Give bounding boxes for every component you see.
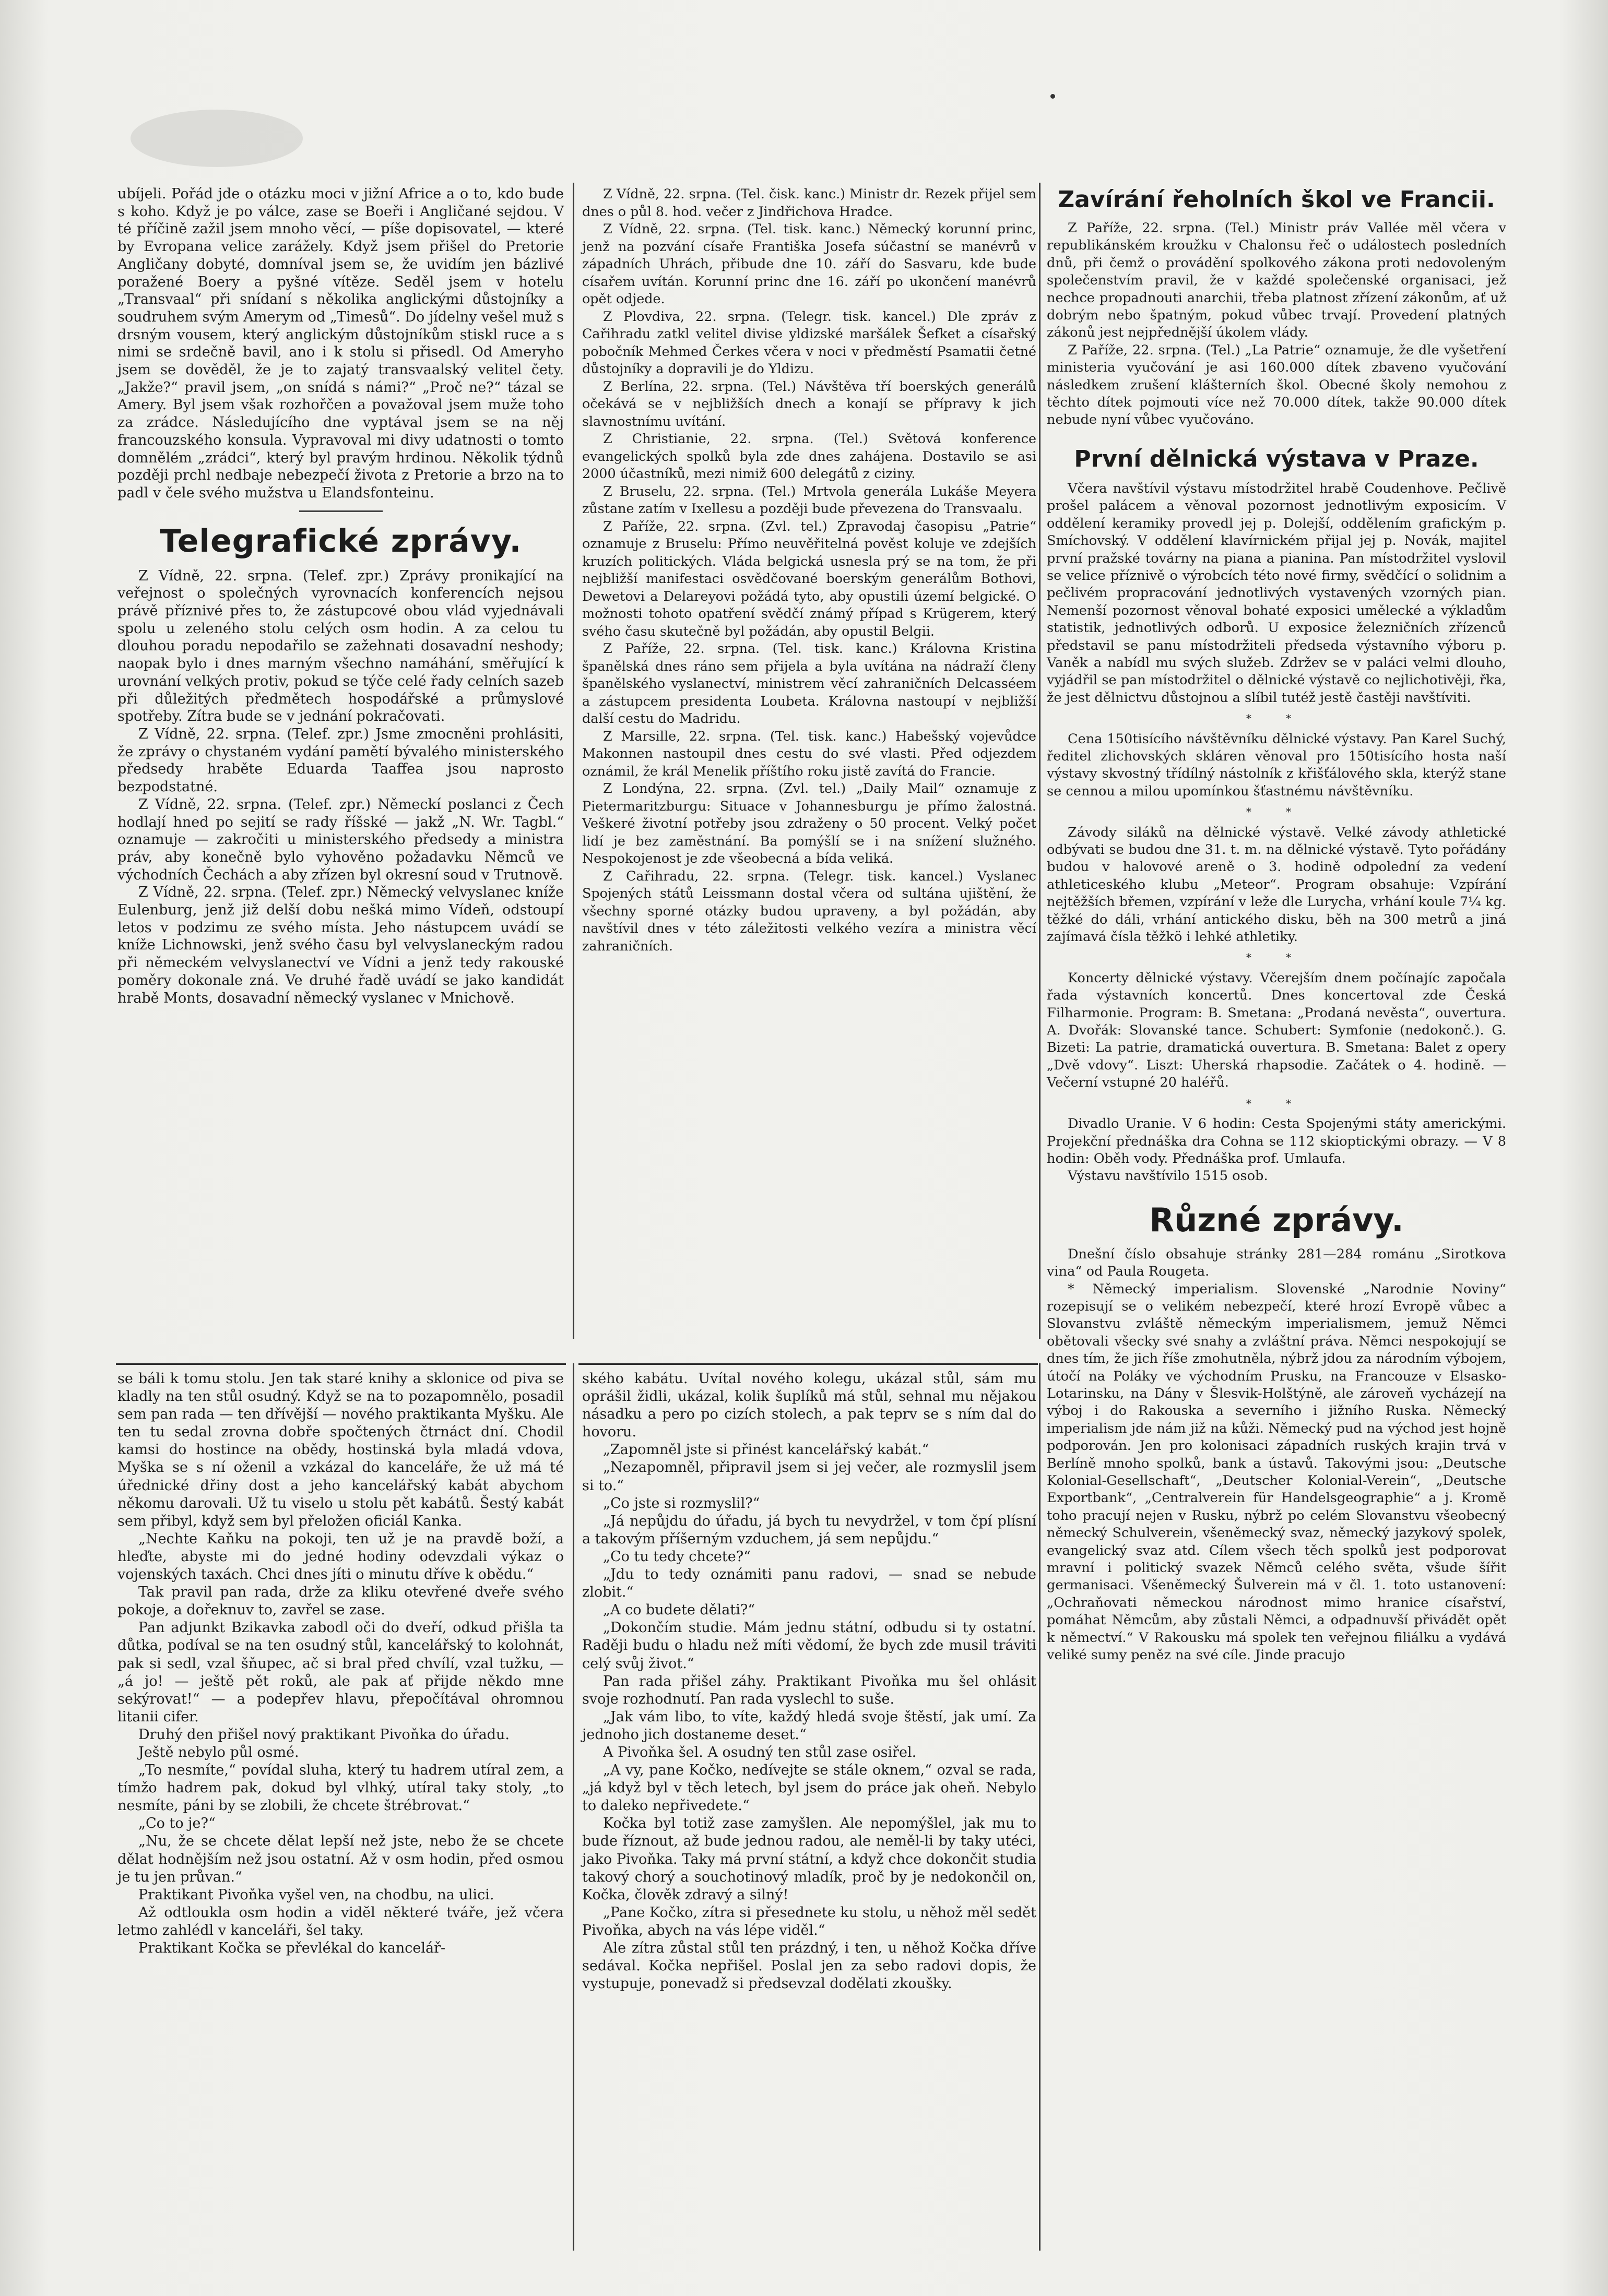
column-middle [582, 185, 1036, 955]
story-paragraph: se báli k tomu stolu. Jen tak staré knihy a sklonice od piva se kladly na ten stůl osudný. Když se na to pozapomnělo, posadil sem pan rada — ten dřívější — nového praktikanta Myšku. Ale ten tu sedal zrovna dobře spočtených čtrnáct dní. Chodil kamsi do hostince na obědy, hostinská byla mladá vdova, Myška se s ní oženil a vzkázal do kanceláře, že už má té úřednické dřiny dost a jeho kancelářský kabát abychom někomu darovali. Už tu viselo u stolu pět kabátů. Šestý kabát sem přibyl, když sem byl přeložen oficiál Kanka. [117, 1371, 564, 1529]
section-heading: Různé zprávy. [1149, 1200, 1404, 1239]
news-item: Z Vídně, 22. srpna. (Telef. zpr.) Německý velvyslanec kníže Eulenburg, jenž již delší dobu nešká mimo Vídeň, odstoupí letos v podzimu ze svého místa. Jeho nástupcem uvádí se kníže Lichnowski, jenž svého času byl velvyslaneckým radou při německém velvyslanectví ve Vídni a jenž tedy rakouské poměry dokonale zná. Ve druhé řadě uvádí se jako kandidát hrabě Monts, dosavadní německý vyslanec v Mnichově. [117, 884, 564, 1006]
news-item: Z Vídně, 22. srpna. (Tel. tisk. kanc.) Německý korunní princ, jenž na pozvání císaře Františka Josefa súčastní se manévrů v západních Uhrách, přibude dne 10. září do Sasvaru, kde bude císařem uvítán. Korunní princ dne 16. září po ukončení manévrů opět odjede. [582, 221, 1036, 306]
story-paragraph: „Co tu tedy chcete?“ [603, 1548, 751, 1565]
news-item: Divadlo Uranie. V 6 hodin: Cesta Spojenými státy americkými. Projekční přednáška dra Cohna se 112 skioptickými obrazy. — V 8 hodin: Oběh vody. Přednáška prof. Umlaufa. [1047, 1116, 1506, 1167]
section-heading: Telegrafické zprávy. [159, 522, 522, 560]
article-text: ubíjeli. Pořád jde o otázku moci v jižní Africe a o to, kdo bude s koho. Když je po válce, zase se Boeři i Angličané sejdou. V té příčině zažil jsem mnoho věcí, — píše dopisovatel, — které by Evropana velice zarážely. Když jsem přišel do Pretorie Angličany dobyté, domníval jsem se, že uvidím jen bázlivé poražené Boery a pyšné vítěze. Seděl jsem v hotelu „Transvaal“ při snídaní s několika anglickými důstojníky a soudruhem svým Amerym od „Timesů“. Do jídelny vešel muž s drsným vousem, který anglickým důstojníkům stiskl ruce a s nimi se srdečně bavil, ano i k stolu si přisedl. Od Ameryho jsem se dověděl, že je to zajatý transvaalský velitel čety. „Jakže?“ pravil jsem, „on snídá s námi?“ „Proč ne?“ tázal se Amery. Byl jsem však rozhořčen a považoval jsem muže toho za zrádce. Následujícího dne vyptával jsem se na něj francouzského konsula. Vypravoval mi divy udatnosti o tomto domnělém „zrádci“, který byl pravým hrdinou. Několik týdnů později prchl nedbaje nebezpečí života z Pretorie a brzo na to padl v čele svého mužstva u Elandsfonteinu. [117, 186, 564, 501]
news-item: Z Londýna, 22. srpna. (Zvl. tel.) „Daily Mail“ oznamuje z Pietermaritzburgu: Situace v Johannesburgu je přímo žalostná. Veškeré životní potřeby jsou zdraženy o 50 procent. Velký počet lidí je bez zaměstnání. Ba pomýšlí se i na snížení služného. Nespokojenost je zde všeobecná a bída veliká. [582, 780, 1036, 866]
story-paragraph: „A co budete dělati?“ [603, 1602, 755, 1619]
story-paragraph: „Pane Kočko, zítra si přesednete ku stolu, u něhož měl sedět Pivoňka, abych na vás lépe viděl.“ [582, 1904, 1036, 1938]
news-item: Z Vídně, 22. srpna. (Telef. zpr.) Německí poslanci z Čech hodlají hned po sejití se rady říšské — jakž „N. Wr. Tagbl.“ oznamuje — zakročiti u ministerského předsedy a ministra práv, aby konečně bylo vyhověno požadavku Němců ve východních Čechách a aby zřízen byl okresní soud v Trutnově. [117, 796, 564, 883]
story-paragraph: „Co jste si rozmyslil?“ [603, 1495, 760, 1512]
ink-speck [1050, 94, 1055, 99]
story-paragraph: Praktikant Kočka se převlékal do kancelář- [138, 1940, 446, 1956]
bottom-column-rule [573, 1363, 574, 2251]
section-rule-middle [578, 1363, 1038, 1365]
news-item: Z Paříže, 22. srpna. (Tel.) Ministr práv Vallée měl včera v republikánském kroužku v Chalonsu řeč o událostech posledních dnů, při čemž o provádění spolkového zákona proti nedovoleným společenstvím pravil, že v každé společenské organisaci, jež nechce propadnouti anarchii, třeba platnost zřízení zákonům, ať už dobrým nebo špatným, pokud vůbec trvají. Provedení platných zákonů jest nejpřednější úkolem vlády. [1047, 220, 1506, 341]
story-paragraph: „Dokončím studie. Mám jednu státní, odbudu si ty ostatní. Raději budu o hladu než míti vědomí, že bych zde musil tráviti celý svůj život.“ [582, 1620, 1036, 1672]
separator-stars: * * [1246, 1097, 1307, 1110]
story-paragraph: Ještě nebylo půl osmé. [138, 1744, 299, 1760]
news-item: * Německý imperialism. Slovenské „Narodnie Noviny“ rozepisují se o velikém nebezpečí, které hrozí Evropě vůbec a Slovanstvu zvláště německým imperialismem, jemuž Němci obětovali všecky své snahy a zvláštní práva. Němci nespokojují se dnes tím, že jich říše zmohutněla, nýbrž jdou za národním výbojem, útočí na Poláky ve východním Prusku, na Francouze v Elsasko-Lotarinsku, na Dány v Šlesvik-Holštýně, ale zároveň vycházejí na výboj i do Rakouska a severního i jižního Ruska. Německý imperialism jde nám již na kůži. Německý pud na východ jest hojně podporován. Jen pro kolonisaci západních ruských krajin trvá v Berlíně mnoho spolků, bank a ústavů. Takovými jsou: „Deutsche Kolonial-Gesellschaft“, „Deutscher Kolonial-Verein“, „Deutsche Exportbank“, „Centralverein für Handelsgeographie“ a j. Kromě toho pracují nejen v Rusku, nýbrž po celém Slovanstvu všeobecný německý Schulverein, všeněmecký svaz, německý jazykový spolek, evangelický svaz atd. Cílem všech těch spolků jest podporovat mravní i politický svazek Němců celého světa, všude šířit germanisaci. Všeněmecký Šulverein má v čl. 1. toto ustanovení: „Ochraňovati německou národnost mimo hranice císařství, pomáhat Němcům, aby zůstali Němci, a odpadnuvší přivádět opět k němectví.“ V Rakousku má spolek ten veřejnou filiálku a vydává veliké sumy peněz na své cíle. Jinde pracujo [1047, 1281, 1506, 1663]
story-paragraph: Kočka byl totiž zase zamyšlen. Ale nepomýšlel, jak mu to bude říznout, až bude jednou radou, ale neměl-li by taky utéci, jako Pivoňka. Taky má první státní, a když chce dokončit studia takový chorý a souchotinový mladík, proč by je nedokončil on, Kočka, člověk zdravý a silný! [582, 1815, 1036, 1903]
news-item: Z Paříže, 22. srpna. (Tel. tisk. kanc.) Královna Kristina španělská dnes ráno sem přijela a byla uvítána na nádraží členy španělského vyslanectví, ministrem věcí zahraničních Delcasséem a zástupcem presidenta Loubeta. Královna nastoupí v nejbližší další cestu do Madridu. [582, 640, 1036, 726]
story-paragraph: „Zapomněl jste si přinést kancelářský kabát.“ [603, 1442, 929, 1458]
news-item: Z Paříže, 22. srpna. (Tel.) „La Patrie“ oznamuje, že dle vyšetření ministeria vyučování je asi 160.000 dítek zbaveno vyučování následkem zrušení klášterních škol. Obecné školy nemohou z těchto dítek pojmouti více než 70.000 dítek, takže 90.000 dítek nebude nyní vůbec vyučováno. [1047, 342, 1506, 428]
news-item: Včera navštívil výstavu místodržitel hrabě Coudenhove. Pečlivě prošel palácem a věnoval pozornost jednotlivým exposicím. V oddělení keramiky provedl jej p. Dolejší, oddělením grafickým p. Smíchovský. V oddělení klavírnickém přijal jej p. Novák, majitel první pražské továrny na piana a pianina. Pan místodržitel vyslovil se velice příznivě o výrobcích této nové firmy, svědčící o solidnim a pečlivém propracování jednotlivých vystavených vzorných pian. Nemenší pozornost věnoval bohaté exposici umělecké a výkladům statistik, jednotlivých odborů. U exposice železničních zřízenců představil se panu místodržiteli předseda výstavního výboru p. Vaněk a nabídl mu svých služeb. Zdržev se v paláci velmi dlouho, vyjádřil se pan místodržitel o dělnické výstavě co nejlichotivěji, řka, že jest dělnictvu důstojnou a slíbil tutéž jestě častěji navštíviti. [1047, 480, 1506, 706]
section-heading: První dělnická výstava v Praze. [1074, 445, 1479, 472]
story-paragraph: A Pivoňka šel. A osudný ten stůl zase osiřel. [603, 1744, 917, 1760]
story-paragraph: Druhý den přišel nový praktikant Pivoňka do úřadu. [138, 1726, 510, 1743]
story-paragraph: „Já nepůjdu do úřadu, já bych tu nevydržel, v tom čpí plísní a takovým příšerným vzduchem, já sem nepůjdu.“ [582, 1513, 1036, 1547]
news-item: Dnešní číslo obsahuje stránky 281—284 románu „Sirotkova vina“ od Paula Rougeta. [1047, 1246, 1506, 1280]
column-rule-right [1039, 183, 1041, 1339]
news-item: Z Vídně, 22. srpna. (Telef. zpr.) Jsme zmocněni prohlásiti, že zprávy o chystaném vydání pamětí bývalého ministerského předsedy hraběte Eduarda Taaffea jsou naprosto bezpodstatné. [117, 725, 564, 795]
story-paragraph: Tak pravil pan rada, drže za kliku otevřené dveře svého pokoje, a dořeknuv to, zavřel se zase. [117, 1584, 564, 1619]
section-rule-left [116, 1363, 566, 1365]
story-paragraph: Ale zítra zůstal stůl ten prázdný, i ten, u něhož Kočka dříve sedával. Kočka nepřišel. Poslal jen za sebo radovi dopis, že vystupuje, ponevadž si předsevzal dodělati zkoušky. [582, 1940, 1036, 1992]
separator [299, 510, 383, 512]
column-right [1047, 185, 1506, 1664]
story-paragraph: „Nezapomněl, připravil jsem si jej večer, ale rozmyslil jsem si to.“ [582, 1459, 1036, 1494]
news-item: Závody siláků na dělnické výstavě. Velké závody athletické odbývati se budou dne 31. t. m. na dělnické výstavě. Tyto pořádány budou v halovové areně o 3. hodině odpolední za vedení athleticeského klubu „Meteor“. Program obsahuje: Vzpírání nejtěžších břemen, vzpírání v leže dle Lurycha, vrhání koule 7¼ kg. těžké do dáli, vrhání antického disku, běh na 300 metrů a jiná zajímavá čísla těžkö i lehké athletiky. [1047, 824, 1506, 945]
story-paragraph: „Nechte Kaňku na pokoji, ten už je na pravdě boží, a hleďte, abyste mi do jedné hodiny odevzdali výkaz o vojenských taxách. Chci dnes jíti o minutu dříve k obědu.“ [117, 1530, 564, 1583]
news-item: Z Berlína, 22. srpna. (Tel.) Návštěva tří boerských generálů očekává se v nejbližších dnech a konají se přípravy k jich slavnostnímu uvítání. [582, 378, 1036, 429]
news-item: Cena 150tisícího návštěvníku dělnické výstavy. Pan Karel Suchý, ředitel zlichovských skláren věnoval pro 150tisícího hosta naší výstavy skvostný třídílný nástolník z křišťálového skla, kterýž stane se cennou a milou upomínkou šťastnému návštěvníku. [1047, 731, 1506, 799]
separator-stars: * * [1246, 712, 1307, 725]
separator-stars: * * [1246, 805, 1307, 818]
story-paragraph: „Nu, že se chcete dělat lepší než jste, nebo že se chcete dělat hodnějším než jsou ostatní. Až v osm hodin, před osmou je tu jen průvan.“ [117, 1833, 564, 1885]
story-paragraph: „Jak vám libo, to víte, každý hledá svoje štěstí, jak umí. Za jednoho jich dostaneme deset.“ [582, 1708, 1036, 1743]
print-smudge [131, 110, 303, 167]
story-paragraph: Pan adjunkt Bzikavka zabodl oči do dveří, odkud přišla ta důtka, podíval se na ten osudný stůl, kancelářský to kolohnát, pak si sedl, vzal šňupec, ač si bral před chvílí, vzal tužku, — „á jo! — ještě pět roků, ale pak ať přijde někdo mne sekýrovat!“ — a podepřev hlavu, přepočítával ohromnou litanii cifer. [117, 1620, 564, 1725]
section-heading: Zavírání řeholních škol ve Francii. [1058, 186, 1495, 213]
news-item: Z Marsille, 22. srpna. (Tel. tisk. kanc.) Habešský vojevůdce Makonnen nastoupil dnes cestu do své vlasti. Před odjezdem oznámil, že král Menelik příštího roku jistě zavítá do Francie. [582, 728, 1036, 779]
story-paragraph: „Jdu to tedy oznámiti panu radovi, — snad se nebude zlobit.“ [582, 1566, 1036, 1601]
news-item: Z Paříže, 22. srpna. (Zvl. tel.) Zpravodaj časopisu „Patrie“ oznamuje z Bruselu: Přímo neuvěřitelná pověst koluje ve zdejších kruzích politických. Vláda belgická usnesla prý se na tom, že při nejbližší manifestaci osvědčované boerským generálům Bothovi, Dewetovi a Delareyovi požádá tyto, aby opustili území belgické. O možnosti tohoto opatření svědčí známý případ s Krügerem, který svého času skutečně byl požádán, aby opustil Belgii. [582, 518, 1036, 639]
story-paragraph: „To nesmíte,“ povídal sluha, který tu hadrem utíral zem, a tímžo hadrem pak, dokud byl vlhký, utíral taky stoly, „to nesmíte, páni by se zlobili, že chcete štrébrovat.“ [117, 1762, 564, 1814]
column-left [117, 185, 564, 1007]
story-paragraph: ského kabátu. Uvítal nového kolegu, ukázal stůl, sám mu oprášil židli, ukázal, kolik šuplíků má stůl, sehnal mu nějakou násadku a pero po cizích stolech, a pak teprv se s ním dal do hovoru. [582, 1371, 1036, 1441]
news-item: Koncerty dělnické výstavy. Včerejším dnem počínajíc započala řada výstavních koncertů. Dnes koncertoval zde Česká Filharmonie. Program: B. Smetana: „Prodaná nevěsta“, ouvertura. A. Dvořák: Slovanské tance. Schubert: Symfonie (nedokonč.). G. Bizeti: La patrie, dramatická ouvertura. B. Smetana: Balet z opery „Dvě vdovy“. Liszt: Uherská rhapsodie. Začátek o 4. hodině. — Večerní vstupné 20 haléřů. [1047, 970, 1506, 1091]
news-item: Výstavu navštívilo 1515 osob. [1068, 1168, 1268, 1184]
bottom-column-rule-right [1039, 1363, 1041, 2251]
news-item: Z Cařihradu, 22. srpna. (Telegr. tisk. kancel.) Vyslanec Spojených států Leissmann dostal včera od sultána ujištění, že všechny sporné otázky budou upraveny, a byl požádán, aby navštívil dnes v této záležitosti velkého vezíra a ministra věcí zahraničních. [582, 867, 1036, 954]
story-paragraph: Praktikant Pivoňka vyšel ven, na chodbu, na ulici. [138, 1886, 494, 1903]
separator-stars: * * [1246, 951, 1307, 964]
feuilleton-middle [582, 1370, 1036, 1993]
news-item: Z Vídně, 22. srpna. (Telef. zpr.) Zprávy pronikající na veřejnost o společných vyrovnacích konferencích nejsou právě příznivé přes to, že zástupcové obou vlád vyjednávali spolu u zeleného stolu celých osm hodin. A za celou tu dlouhou poradu nepodařilo se zažehnati dosavadní neshody; naopak bylo i dnes marným všechno namáhání, směřující k urovnání velkých protiv, pokud se týče celé řady celních sazeb při důležitých předmětech hospodářské a průmyslové spotřeby. Zítra bude se v jednání pokračovati. [117, 567, 564, 725]
news-item: Z Plovdiva, 22. srpna. (Telegr. tisk. kancel.) Dle zpráv z Cařihradu zatkl velitel divise yldizské maršálek Šefket a císařský pobočník Mehmed Čerkes včera v noci v předměstí Psamatii četné důstojníky a dopravili je do Yldizu. [582, 308, 1036, 376]
feuilleton-left [117, 1370, 564, 1957]
story-paragraph: Až odtloukla osm hodin a vidĕl nĕkteré tváře, jež včera letmo zahlédl v kanceláři, šel taky. [117, 1904, 564, 1938]
story-paragraph: „A vy, pane Kočko, nedívejte se stále oknem,“ ozval se rada, „já když byl v těch letech, byl jsem do práce jak oheň. Nebylo to daleko nepřivedete.“ [582, 1762, 1036, 1814]
news-item: Z Bruselu, 22. srpna. (Tel.) Mrtvola generála Lukáše Meyera zůstane zatím v Ixellesu a později bude převezena do Transvaalu. [582, 483, 1036, 516]
news-item: Z Christianie, 22. srpna. (Tel.) Světová konference evangelických spolků byla zde dnes zahájena. Dostavilo se asi 2000 účastníků, mezi nimiž 600 delegátů z ciziny. [582, 431, 1036, 481]
news-item: Z Vídně, 22. srpna. (Tel. čisk. kanc.) Ministr dr. Rezek přijel sem dnes o půl 8. hod. večer z Jindřichova Hradce. [582, 186, 1036, 219]
story-paragraph: „Co to je?“ [138, 1815, 216, 1832]
story-paragraph: Pan rada přišel záhy. Praktikant Pivoňka mu šel ohlásit svoje rozhodnutí. Pan rada vyslechl to suše. [582, 1673, 1036, 1707]
column-rule-left [573, 183, 574, 1339]
